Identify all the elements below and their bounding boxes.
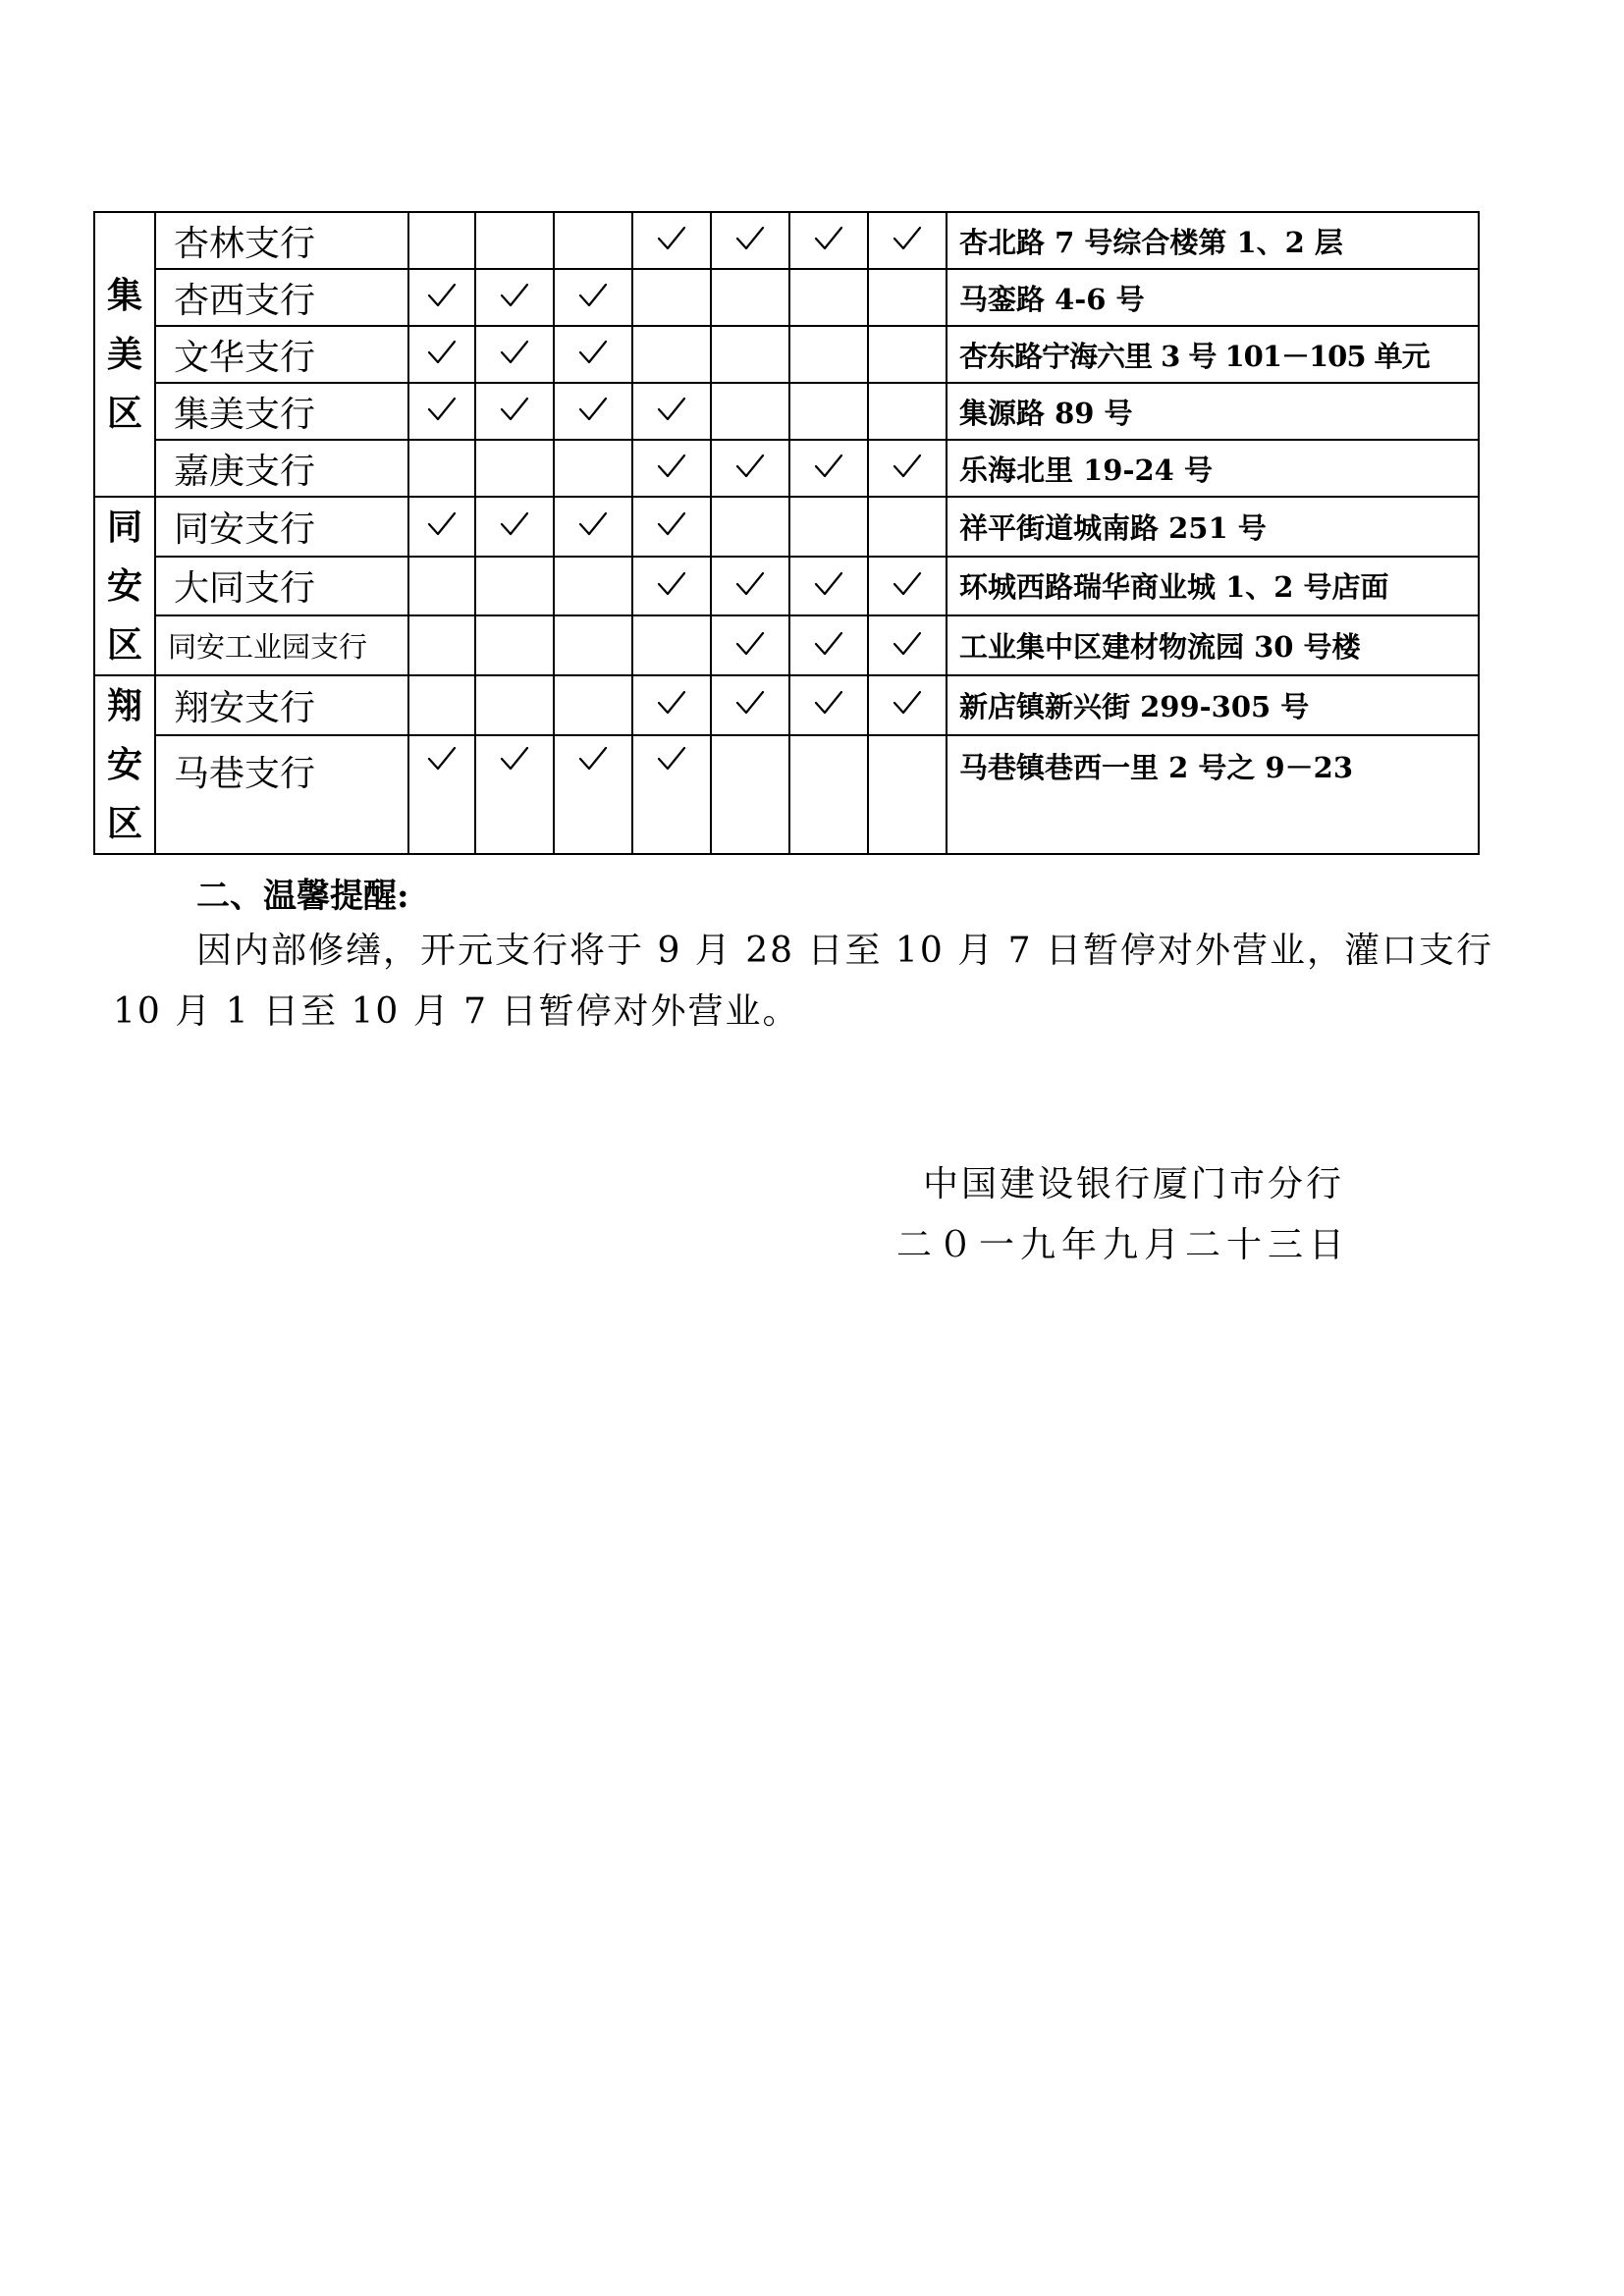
branch-name: 大同支行 [155,557,408,616]
check-mark-icon [814,631,843,657]
district-char: 安 [106,565,142,607]
check-mark-icon [735,690,765,716]
check-mark-icon [657,397,686,422]
day-cell [868,615,947,675]
district-cell [94,212,155,497]
check-mark-icon [893,226,922,251]
check-mark-icon [427,746,457,772]
day-cell [554,675,632,735]
branch-address: 工业集中区建材物流园 30 号楼 [947,615,1479,675]
branch-name: 同安工业园支行 [155,615,408,675]
district-cell [94,675,155,854]
reminder-heading: 二、温馨提醒: [196,877,409,916]
day-cell [632,440,711,497]
day-cell [711,735,789,854]
district-cell [94,497,155,675]
check-mark-icon [814,226,843,251]
day-cell [554,383,632,440]
check-mark-icon [814,454,843,479]
check-mark-icon [657,746,686,772]
day-cell [789,326,868,383]
check-mark-icon [893,454,922,479]
branch-name: 杏林支行 [155,212,408,269]
day-cell [632,735,711,854]
branch-address: 杏北路 7 号综合楼第 1、2 层 [947,212,1479,269]
branch-address: 集源路 89 号 [947,383,1479,440]
day-cell [789,675,868,735]
day-cell [475,212,554,269]
branch-name: 马巷支行 [155,735,408,854]
district-char: 安 [106,744,142,785]
day-cell [711,440,789,497]
check-mark-icon [500,340,529,365]
day-cell [789,735,868,854]
table-row [94,212,1479,269]
day-cell [554,440,632,497]
district-char: 美 [106,334,142,375]
day-cell [632,326,711,383]
day-cell [868,675,947,735]
day-cell [632,497,711,557]
day-cell [475,497,554,557]
branch-name: 文华支行 [155,326,408,383]
day-cell [711,269,789,326]
signature-date: 二０一九年九月二十三日 [896,1225,1351,1265]
check-mark-icon [578,511,608,537]
day-cell [475,735,554,854]
check-mark-icon [735,571,765,597]
day-cell [789,497,868,557]
day-cell [711,383,789,440]
check-mark-icon [427,340,457,365]
day-cell [632,269,711,326]
branch-address: 杏东路宁海六里 3 号 101－105 单元 [947,326,1479,383]
branch-address: 乐海北里 19-24 号 [947,440,1479,497]
day-cell [789,440,868,497]
branch-name: 杏西支行 [155,269,408,326]
district-char: 区 [106,803,142,844]
day-cell [711,326,789,383]
day-cell [475,440,554,497]
day-cell [554,615,632,675]
district-char: 集 [106,275,142,316]
day-cell [868,735,947,854]
table-row [94,326,1479,383]
day-cell [789,269,868,326]
day-cell [632,557,711,616]
check-mark-icon [500,511,529,537]
branch-address: 环城西路瑞华商业城 1、2 号店面 [947,557,1479,616]
day-cell [554,735,632,854]
day-cell [475,615,554,675]
day-cell [789,212,868,269]
branch-name: 翔安支行 [155,675,408,735]
district-char: 区 [106,624,142,666]
signature-organization: 中国建设银行厦门市分行 [923,1164,1345,1204]
check-mark-icon [735,631,765,657]
day-cell [711,557,789,616]
day-cell [868,440,947,497]
reminder-text: 因内部修缮，开元支行将于 9 月 28 日至 10 月 7 日暂停对外营业，灌口支行 10 月 1 日至 10 月 7 日暂停对外营业。 [113,931,1493,1032]
day-cell [408,735,475,854]
day-cell [554,557,632,616]
check-mark-icon [500,397,529,422]
branch-address: 新店镇新兴街 299-305 号 [947,675,1479,735]
district-char: 同 [106,507,142,548]
day-cell [408,675,475,735]
district-char: 翔 [106,685,142,726]
day-cell [868,269,947,326]
check-mark-icon [578,340,608,365]
day-cell [408,497,475,557]
check-mark-icon [657,690,686,716]
check-mark-icon [893,690,922,716]
day-cell [868,383,947,440]
branch-name: 集美支行 [155,383,408,440]
table-row [94,497,1479,557]
table-row [94,269,1479,326]
day-cell [475,326,554,383]
table-row [94,615,1479,675]
day-cell [408,326,475,383]
day-cell [554,326,632,383]
table-row [94,675,1479,735]
day-cell [475,383,554,440]
table-row [94,440,1479,497]
day-cell [711,675,789,735]
table-row [94,735,1479,854]
day-cell [554,269,632,326]
day-cell [475,557,554,616]
day-cell [868,497,947,557]
branch-address: 马銮路 4-6 号 [947,269,1479,326]
day-cell [868,326,947,383]
check-mark-icon [735,226,765,251]
check-mark-icon [427,283,457,308]
table-row [94,383,1479,440]
check-mark-icon [893,571,922,597]
day-cell [408,383,475,440]
check-mark-icon [657,511,686,537]
branch-name: 同安支行 [155,497,408,557]
day-cell [408,269,475,326]
check-mark-icon [578,283,608,308]
day-cell [632,615,711,675]
check-mark-icon [814,571,843,597]
day-cell [632,212,711,269]
day-cell [711,615,789,675]
day-cell [711,497,789,557]
check-mark-icon [427,511,457,537]
check-mark-icon [893,631,922,657]
branch-name: 嘉庚支行 [155,440,408,497]
day-cell [789,557,868,616]
check-mark-icon [578,397,608,422]
day-cell [868,557,947,616]
day-cell [711,212,789,269]
day-cell [475,269,554,326]
branch-schedule-table [93,211,1480,855]
check-mark-icon [814,690,843,716]
check-mark-icon [657,226,686,251]
branch-address: 马巷镇巷西一里 2 号之 9－23 [947,735,1479,854]
day-cell [408,440,475,497]
check-mark-icon [578,746,608,772]
check-mark-icon [427,397,457,422]
day-cell [632,675,711,735]
check-mark-icon [500,283,529,308]
day-cell [408,615,475,675]
table-row [94,557,1479,616]
district-char: 区 [106,393,142,434]
day-cell [408,212,475,269]
day-cell [475,675,554,735]
day-cell [789,383,868,440]
day-cell [789,615,868,675]
check-mark-icon [500,746,529,772]
check-mark-icon [657,454,686,479]
branch-address: 祥平街道城南路 251 号 [947,497,1479,557]
check-mark-icon [735,454,765,479]
day-cell [554,212,632,269]
day-cell [868,212,947,269]
check-mark-icon [657,571,686,597]
day-cell [554,497,632,557]
day-cell [632,383,711,440]
day-cell [408,557,475,616]
